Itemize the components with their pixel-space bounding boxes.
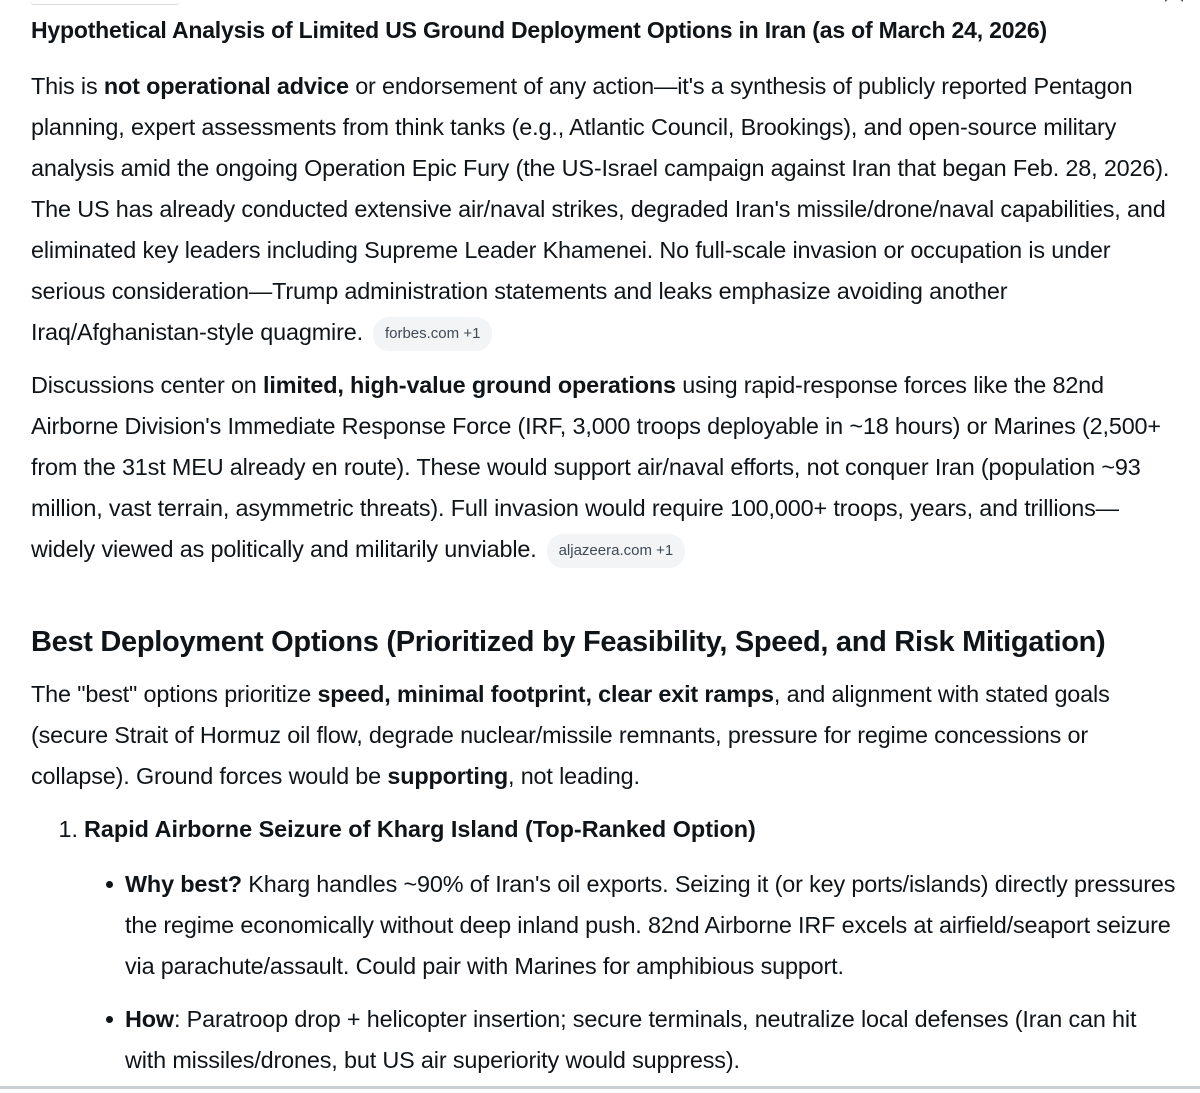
section-heading: Best Deployment Options (Prioritized by Feasibility, Speed, and Risk Mitigation) (31, 626, 1106, 658)
emphasis: supporting (387, 763, 508, 789)
emphasis: speed, minimal footprint, clear exit ramps (317, 681, 774, 707)
option-title: Rapid Airborne Seizure of Kharg Island (Top-Ranked Option) (84, 816, 756, 842)
option-item (31, 809, 1181, 850)
section-paragraph: The "best" options prioritize speed, minimal footprint, clear exit ramps, and alignment with stated goals (secure Strait of Hormuz oil flow, degrade nuclear/missile remnants, pressure for regime concessions or collapse). Ground forces would be supporting, not leading. (31, 681, 1110, 789)
list-item: How: Paratroop drop + helicopter insertion; secure terminals, neutralize local defenses (Iran can hit with missiles/drones, but US air superiority would suppress). (125, 999, 1181, 1081)
top-tab-edge (30, 0, 180, 5)
context-paragraph: Discussions center on limited, high-value ground operations using rapid-response forces like the 82nd Airborne Division's Immediate Response Force (IRF, 3,000 troops deployable in ~18 hours) or Marines (2,500+ from the 31st MEU already en route). These would support air/naval efforts, not conquer Iran (population ~93 million, vast terrain, asymmetric threats). Full invasion would require 100,000+ troops, years, and trillions—widely viewed as politically and militarily unviable. aljazeera.com +1 (31, 365, 1181, 570)
option-bullets (31, 864, 1181, 1081)
bookmark-icon[interactable] (1163, 0, 1185, 6)
option-number: 1. (58, 816, 78, 842)
intro-paragraph: This is not operational advice or endorsement of any action—it's a synthesis of publicly reported Pentagon planning, expert assessments from think tanks (e.g., Atlantic Council, Brookings), and open-source military analysis amid the ongoing Operation Epic Fury (the US-Israel campaign against Iran that began Feb. 28, 2026). The US has already conducted extensive air/naval strikes, degraded Iran's missile/drone/naval capabilities, and eliminated key leaders including Supreme Leader Khamenei. No full-scale invasion or occupation is under serious consideration—Trump administration statements and leaks emphasize avoiding another Iraq/Afghanistan-style quagmire. forbes.com +1 (31, 66, 1181, 353)
analysis-title: Hypothetical Analysis of Limited US Ground Deployment Options in Iran (as of March 24, 2026) (31, 17, 1047, 43)
source-chip-aljazeera[interactable]: aljazeera.com +1 (547, 534, 686, 568)
response-content (31, 14, 1181, 1093)
bullet-icon (106, 881, 113, 888)
top-toolbar (0, 0, 1200, 8)
emphasis: not operational advice (103, 73, 349, 99)
bullet-icon (106, 1016, 113, 1023)
share-icon[interactable] (1118, 0, 1140, 6)
emphasis: limited, high-value ground operations (263, 372, 676, 398)
source-chip-forbes[interactable]: forbes.com +1 (373, 317, 492, 351)
list-item: Why best? Kharg handles ~90% of Iran's oil exports. Seizing it (or key ports/islands) directly pressures the regime economically without deep inland push. 82nd Airborne IRF excels at airfield/seaport seizure via parachute/assault. Could pair with Marines for amphibious support. (125, 864, 1181, 987)
